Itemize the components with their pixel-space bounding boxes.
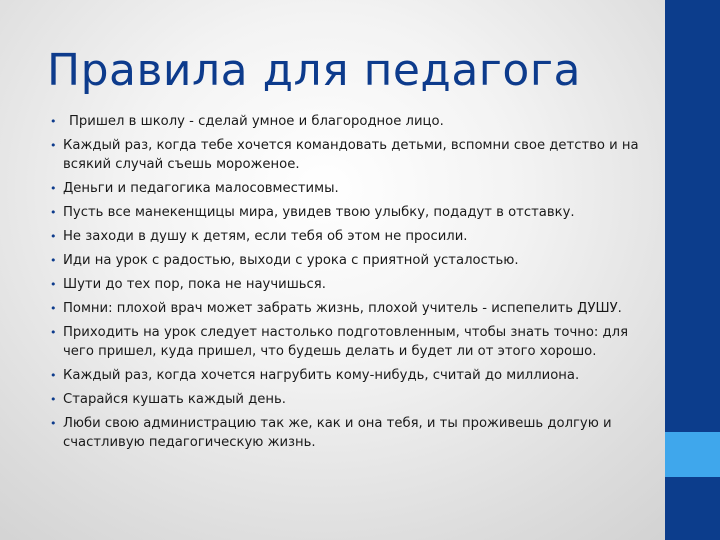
- bullet-text: Иди на урок с радостью, выходи с урока с приятной усталостью.: [63, 253, 519, 268]
- slide-title: Правила для педагога: [47, 45, 581, 96]
- bullet-icon: •: [50, 206, 57, 219]
- bullet-text: Приходить на урок следует настолько подготовленным, чтобы знать точно: для чего пришел, куда пришел, что будешь делать и будет ли от этого хорошо.: [63, 325, 629, 359]
- bullet-item: [50, 251, 640, 270]
- bullet-list: [50, 112, 640, 457]
- bullet-item: [50, 112, 640, 131]
- bullet-item: [50, 414, 640, 452]
- bullet-icon: •: [50, 115, 57, 128]
- bullet-text: Не заходи в душу к детям, если тебя об этом не просили.: [63, 229, 468, 244]
- bullet-item: [50, 179, 640, 198]
- bullet-text: Люби свою администрацию так же, как и она тебя, и ты проживешь долгую и счастливую педагогическую жизнь.: [63, 416, 612, 450]
- bullet-item: [50, 299, 640, 318]
- bullet-icon: •: [50, 326, 57, 339]
- bullet-item: [50, 227, 640, 246]
- bullet-icon: •: [50, 230, 57, 243]
- bullet-item: [50, 275, 640, 294]
- bullet-icon: •: [50, 393, 57, 406]
- bullet-icon: •: [50, 369, 57, 382]
- bullet-text: Каждый раз, когда тебе хочется командовать детьми, вспомни свое детство и на всякий случай съешь мороженое.: [63, 138, 639, 172]
- bullet-text: Деньги и педагогика малосовместимы.: [63, 181, 339, 196]
- bullet-item: [50, 366, 640, 385]
- bullet-text: Помни: плохой врач может забрать жизнь, плохой учитель - испепелить ДУШУ.: [63, 301, 622, 316]
- bullet-item: [50, 323, 640, 361]
- bullet-text: Шути до тех пор, пока не научишься.: [63, 277, 326, 292]
- bullet-icon: •: [50, 182, 57, 195]
- bullet-item: [50, 203, 640, 222]
- bullet-item: [50, 390, 640, 409]
- bullet-text: Каждый раз, когда хочется нагрубить кому-нибудь, считай до миллиона.: [63, 368, 580, 383]
- bullet-text: Пришел в школу - сделай умное и благородное лицо.: [69, 114, 444, 129]
- bullet-icon: •: [50, 302, 57, 315]
- bullet-icon: •: [50, 139, 57, 152]
- bullet-text: Старайся кушать каждый день.: [63, 392, 286, 407]
- bullet-icon: •: [50, 278, 57, 291]
- side-accent-block: [665, 432, 720, 477]
- bullet-item: [50, 136, 640, 174]
- bullet-text: Пусть все манекенщицы мира, увидев твою улыбку, подадут в отставку.: [63, 205, 575, 220]
- bullet-icon: •: [50, 417, 57, 430]
- bullet-icon: •: [50, 254, 57, 267]
